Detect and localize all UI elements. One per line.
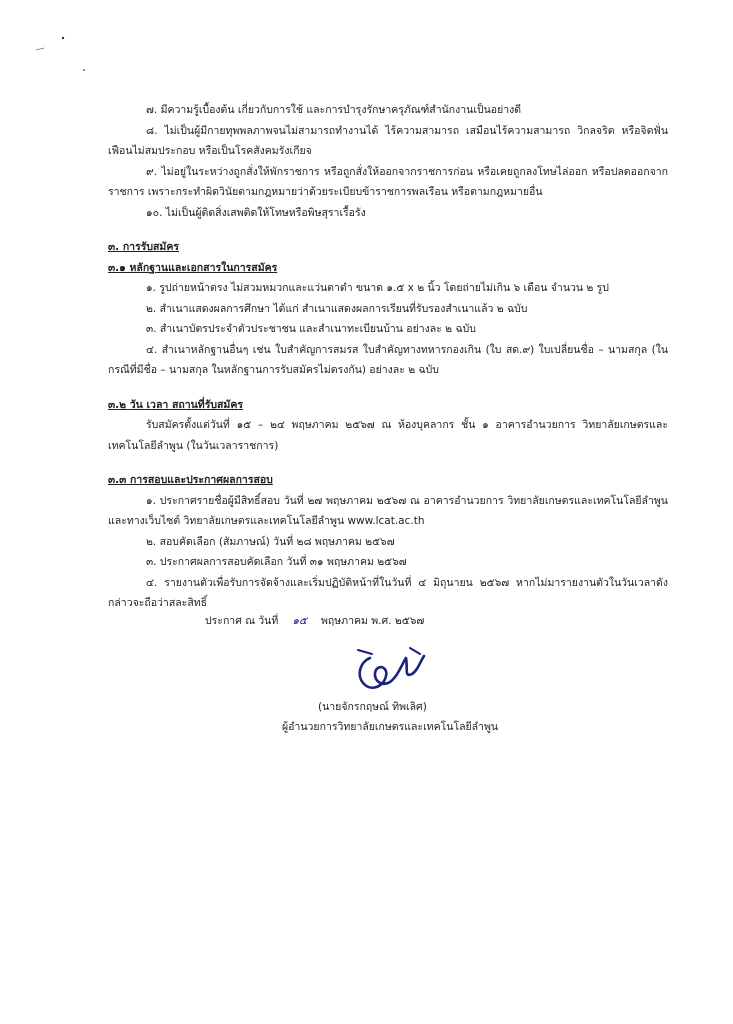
qualification-8: ๘. ไม่เป็นผู้มีกายทุพพลภาพจนไม่สามารถทำงานได้ ไร้ความสามารถ เสมือนไร้ความสามารถ วิกลจริต หรือจิตฟั่นเฟือนไม่สมประกอบ หรือเป็นโรคสังคมรังเกียจ [108, 124, 668, 157]
announcement-date [205, 612, 505, 629]
application-period-text: รับสมัครตั้งแต่วันที่ ๑๕ – ๒๔ พฤษภาคม ๒๕๖๗ ณ ห้องบุคลากร ชั้น ๑ อาคารอำนวยการ วิทยาลัยเกษตรและเทคโนโลยีลำพูน (ในวันเวลาราชการ) [108, 419, 668, 452]
document-item-2: ๒. สำเนาแสดงผลการศึกษา ได้แก่ สำเนาแสดงผลการเรียนที่รับรองสำเนาแล้ว ๒ ฉบับ [146, 302, 528, 315]
section-3-heading: ๓. การรับสมัคร [108, 241, 180, 253]
document-item-3: ๓. สำเนาบัตรประจำตัวประชาชน และสำเนาทะเบียนบ้าน อย่างละ ๒ ฉบับ [146, 323, 476, 335]
handwritten-signature [350, 640, 430, 698]
section-3-1-heading: ๓.๑ หลักฐานและเอกสารในการสมัคร [108, 261, 278, 274]
signatory-position: ผู้อำนวยการวิทยาลัยเกษตรและเทคโนโลยีลำพูน [282, 721, 499, 733]
handwritten-day: ๑๕ [292, 615, 307, 627]
qualification-10: ๑๐. ไม่เป็นผู้ติดสิ่งเสพติดให้โทษหรือพิษสุราเรื้อรัง [146, 206, 366, 219]
qualification-9: ๙. ไม่อยู่ในระหว่างถูกสั่งให้พักราชการ หรือถูกสั่งให้ออกจากราชการก่อน หรือเคยถูกลงโทษไล่ออก หรือปลดออกจากราชการ เพราะกระทำผิดวินัยตามกฎหมายว่าด้วยระเบียบข้าราชการพลเรือน หรือตามกฎหมายอื่น [108, 165, 668, 198]
section-3-3-heading: ๓.๓ การสอบและประกาศผลการสอบ [108, 474, 273, 486]
document-item-4: ๔. สำเนาหลักฐานอื่นๆ เช่น ใบสำคัญการสมรส ใบสำคัญทางทหารกองเกิน (ใบ สด.๙) ใบเปลี่ยนชื่อ – นามสกุล (ในกรณีที่มีชื่อ – นามสกุล ในหลักฐานการรับสมัครไม่ตรงกัน) อย่างละ ๒ ฉบับ [108, 343, 668, 376]
document-body [108, 100, 668, 614]
document-item-1: ๑. รูปถ่ายหน้าตรง ไม่สวมหมวกและแว่นตาดำ ขนาด ๑.๕ x ๒ นิ้ว โดยถ่ายไม่เกิน ๖ เดือน จำนวน ๒ รูป [146, 282, 609, 294]
signatory-name: (นายจักรกฤษณ์ ทิพเลิศ) [318, 701, 427, 713]
qualification-7: ๗. มีความรู้เบื้องต้น เกี่ยวกับการใช้ และการบำรุงรักษาครุภัณฑ์สำนักงานเป็นอย่างดี [146, 104, 522, 116]
exam-item-3: ๓. ประกาศผลการสอบคัดเลือก วันที่ ๓๑ พฤษภาคม ๒๕๖๗ [146, 556, 407, 568]
exam-item-1: ๑. ประกาศรายชื่อผู้มีสิทธิ์สอบ วันที่ ๒๗ พฤษภาคม ๒๕๖๗ ณ อาคารอำนวยการ วิทยาลัยเกษตรและเทคโนโลยีลำพูน และทางเว็บไซต์ วิทยาลัยเกษตรและเทคโนโลยีลำพูน www.lcat.ac.th [108, 494, 668, 527]
scan-specks [28, 30, 98, 90]
announce-month-year: พฤษภาคม พ.ศ. ๒๕๖๗ [320, 615, 425, 627]
announce-prefix: ประกาศ ณ วันที่ [205, 615, 279, 627]
exam-item-2: ๒. สอบคัดเลือก (สัมภาษณ์) วันที่ ๒๘ พฤษภาคม ๒๕๖๗ [146, 535, 395, 548]
section-3-2-heading: ๓.๒ วัน เวลา สถานที่รับสมัคร [108, 398, 244, 411]
exam-item-4: ๔. รายงานตัวเพื่อรับการจัดจ้างและเริ่มปฏิบัติหน้าที่ในวันที่ ๔ มิถุนายน ๒๕๖๗ หากไม่มารายงานตัวในวันเวลาดังกล่าวจะถือว่าสละสิทธิ์ [108, 576, 668, 609]
